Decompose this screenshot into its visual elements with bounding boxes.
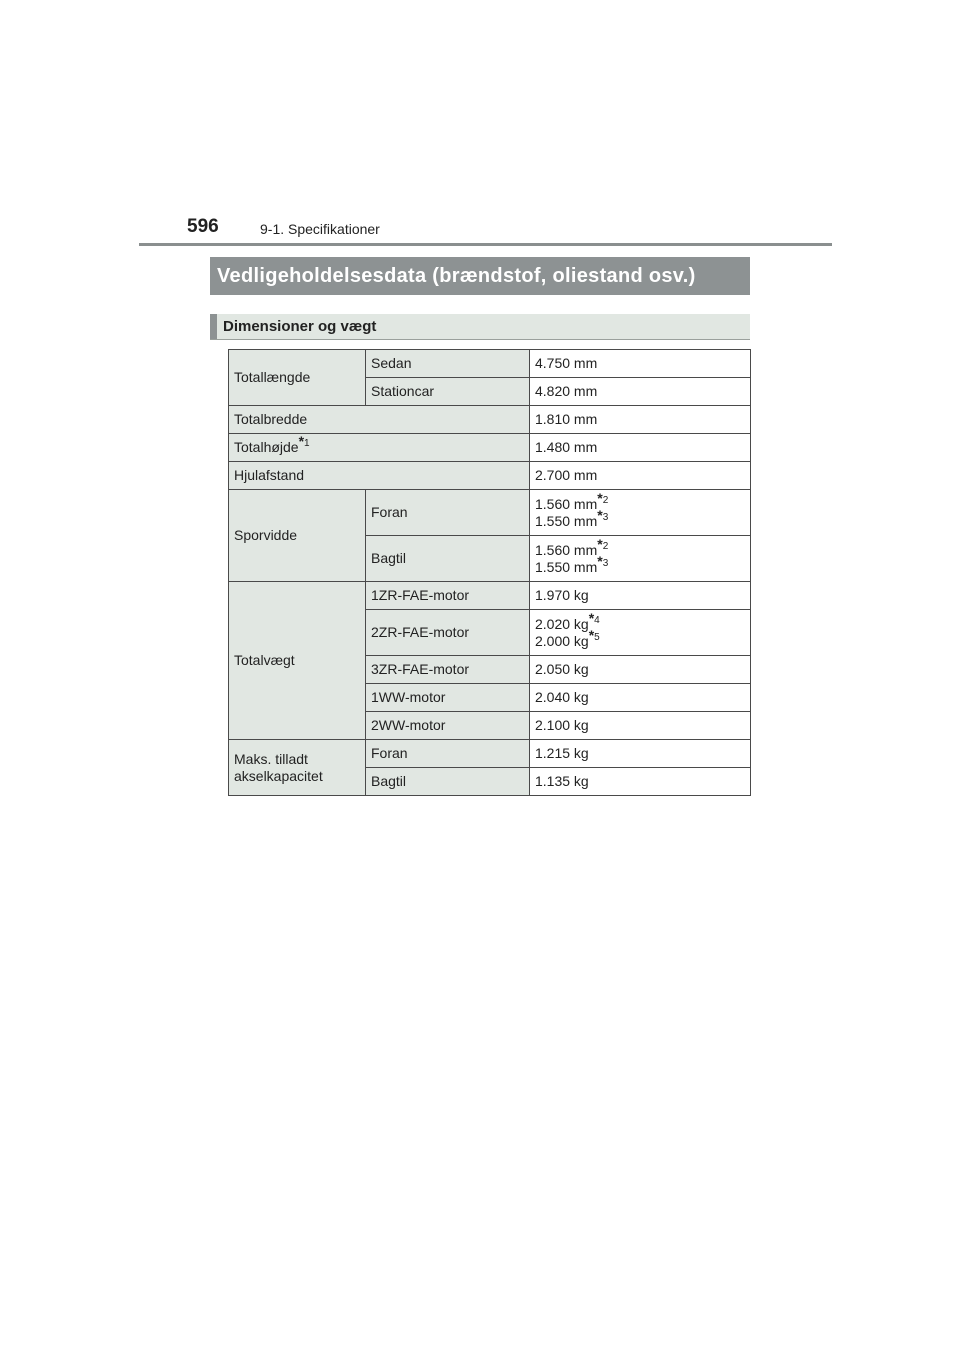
sub-label-2ww: 2WW-motor: [366, 712, 530, 740]
value-3zr: 2.050 kg: [530, 656, 751, 684]
row-label-totalbredde: Totalbredde: [229, 406, 530, 434]
footnote-ref: *1: [298, 433, 310, 449]
value-1zr: 1.970 kg: [530, 582, 751, 610]
sub-label-sporvidde-foran: Foran: [366, 490, 530, 536]
value-aksel-foran: 1.215 kg: [530, 740, 751, 768]
footnote-ref: *4: [588, 609, 600, 626]
header-rule: [139, 243, 832, 246]
footnote-ref: *5: [588, 626, 600, 643]
value-totalbredde: 1.810 mm: [530, 406, 751, 434]
row-label-totalhojde: [229, 434, 530, 462]
sub-label-aksel-foran: Foran: [366, 740, 530, 768]
value-totalhojde: 1.480 mm: [530, 434, 751, 462]
sub-label-3zr: 3ZR-FAE-motor: [366, 656, 530, 684]
footnote-ref: *2: [597, 489, 609, 506]
sub-label-sporvidde-bagtil: Bagtil: [366, 536, 530, 582]
row-label-sporvidde: Sporvidde: [229, 490, 366, 582]
sub-label-1ww: 1WW-motor: [366, 684, 530, 712]
subsection-marker: [210, 314, 217, 339]
section-reference: 9-1. Specifikationer: [260, 221, 380, 237]
value-stationcar: 4.820 mm: [530, 378, 751, 406]
value-2zr: 2.020 $kg^{*4}$ 2.000 $kg^{*5}$: [530, 610, 751, 656]
row-label-hjulafstand: Hjulafstand: [229, 462, 530, 490]
page-number: 596: [187, 216, 219, 237]
row-label-akselkapacitet: Maks. tilladt akselkapacitet: [229, 740, 366, 796]
row-label-totalvaegt: Totalvægt: [229, 582, 366, 740]
value-aksel-bagtil: 1.135 kg: [530, 768, 751, 796]
value-sporvidde-bagtil: 1.560 $mm^{*2}$ 1.550 $mm^{*3}$: [530, 536, 751, 582]
subsection-title-bar: [210, 314, 750, 340]
value-1ww: 2.040 kg: [530, 684, 751, 712]
table-row: [229, 582, 751, 610]
sub-label-aksel-bagtil: Bagtil: [366, 768, 530, 796]
dimensions-weight-table: [228, 349, 751, 796]
value-sedan: 4.750 mm: [530, 350, 751, 378]
subsection-title: Dimensioner og vægt: [223, 318, 377, 335]
sub-label-1zr: 1ZR-FAE-motor: [366, 582, 530, 610]
totalhojde-label: Totalhøjde: [234, 439, 299, 455]
sub-label-sedan: Sedan: [366, 350, 530, 378]
value-hjulafstand: 2.700 mm: [530, 462, 751, 490]
footnote-ref: *3: [597, 552, 609, 569]
table-row: [229, 462, 751, 490]
table-row: [229, 490, 751, 536]
footnote-ref: *2: [597, 535, 609, 552]
table-row: [229, 740, 751, 768]
row-label-totallaengde: Totallængde: [229, 350, 366, 406]
footnote-ref: *3: [597, 506, 609, 523]
section-title: Vedligeholdelsesdata (brændstof, oliestand osv.): [210, 257, 750, 295]
table-row: [229, 434, 751, 462]
sub-label-2zr: 2ZR-FAE-motor: [366, 610, 530, 656]
table-row: [229, 350, 751, 378]
value-2ww: 2.100 kg: [530, 712, 751, 740]
table-row: [229, 406, 751, 434]
sub-label-stationcar: Stationcar: [366, 378, 530, 406]
value-sporvidde-foran: 1.560 $mm^{*2}$ 1.550 $mm^{*3}$: [530, 490, 751, 536]
